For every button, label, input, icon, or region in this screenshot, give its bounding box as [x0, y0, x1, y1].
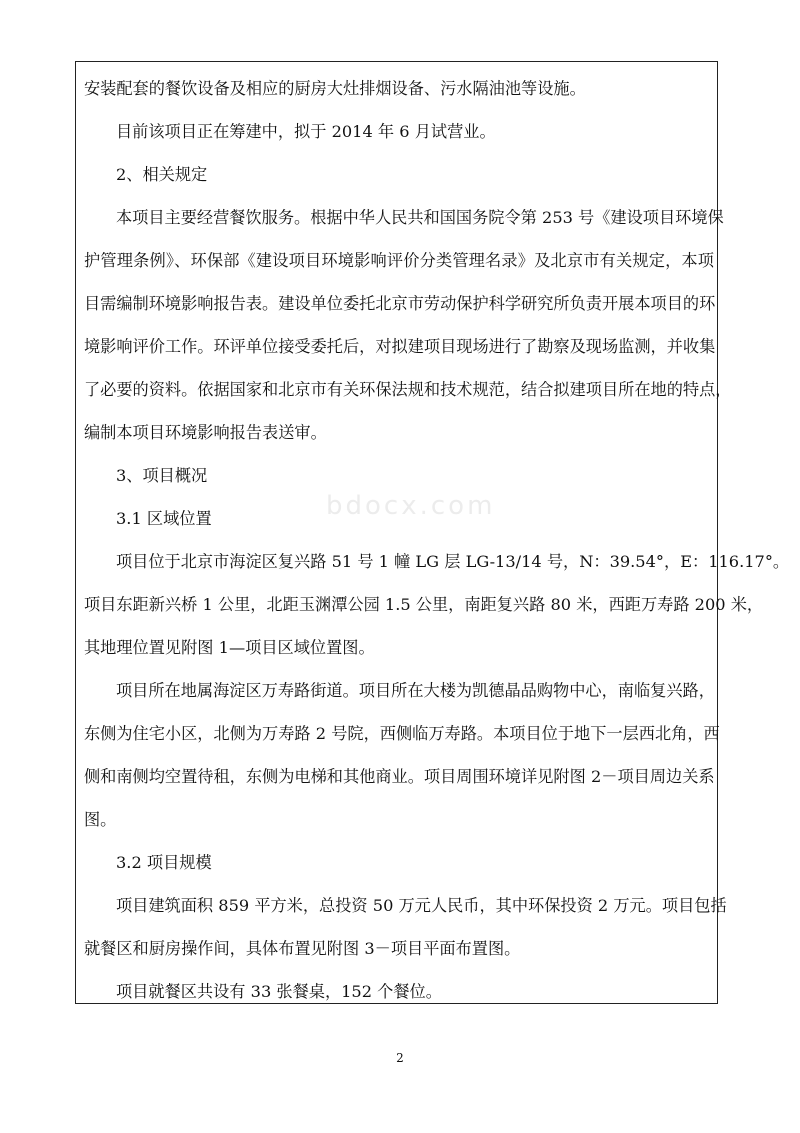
- text-line: 东侧为住宅小区，北侧为万寿路 2 号院，西侧临万寿路。本项目位于地下一层西北角，西: [84, 724, 720, 743]
- text-line: 图。: [84, 810, 117, 829]
- subsection-heading: 3.2 项目规模: [116, 853, 212, 872]
- page-number: 2: [396, 1051, 404, 1065]
- text-line: 目需编制环境影响报告表。建设单位委托北京市劳动保护科学研究所负责开展本项目的环: [84, 294, 716, 313]
- text-line: 就餐区和厨房操作间，具体布置见附图 3－项目平面布置图。: [84, 939, 521, 958]
- section-heading: 3、项目概况: [116, 466, 208, 485]
- text-line: 目前该项目正在筹建中，拟于 2014 年 6 月试营业。: [116, 122, 496, 141]
- section-heading: 2、相关规定: [116, 165, 208, 184]
- text-line: 安装配套的餐饮设备及相应的厨房大灶排烟设备、污水隔油池等设施。: [84, 79, 586, 98]
- subsection-heading: 3.1 区域位置: [116, 509, 212, 528]
- text-line: 项目所在地属海淀区万寿路街道。项目所在大楼为凯德晶品购物中心，南临复兴路，: [116, 681, 715, 700]
- text-line: 其地理位置见附图 1—项目区域位置图。: [84, 638, 375, 657]
- text-line: 境影响评价工作。环评单位接受委托后，对拟建项目现场进行了勘察及现场监测，并收集: [84, 337, 716, 356]
- watermark: bdocx.com: [326, 491, 496, 521]
- text-line: 项目建筑面积 859 平方米，总投资 50 万元人民币，其中环保投资 2 万元。项目包括: [116, 896, 727, 915]
- text-line: 项目位于北京市海淀区复兴路 51 号 1 幢 LG 层 LG-13/14 号，N：39.54°，E：116.17°。: [116, 552, 790, 571]
- text-line: 项目东距新兴桥 1 公里，北距玉渊潭公园 1.5 公里，南距复兴路 80 米，西距万寿路 200 米，: [84, 595, 764, 614]
- text-line: 本项目主要经营餐饮服务。根据中华人民共和国国务院令第 253 号《建设项目环境保: [116, 208, 724, 227]
- text-line: 了必要的资料。依据国家和北京市有关环保法规和技术规范，结合拟建项目所在地的特点，: [84, 380, 732, 399]
- text-line: 项目就餐区共设有 33 张餐桌，152 个餐位。: [116, 982, 442, 1001]
- text-line: 编制本项目环境影响报告表送审。: [84, 423, 327, 442]
- text-line: 侧和南侧均空置待租，东侧为电梯和其他商业。项目周围环境详见附图 2－项目周边关系: [84, 767, 715, 786]
- text-line: 护管理条例》、环保部《建设项目环境影响评价分类管理名录》及北京市有关规定，本项: [84, 251, 714, 270]
